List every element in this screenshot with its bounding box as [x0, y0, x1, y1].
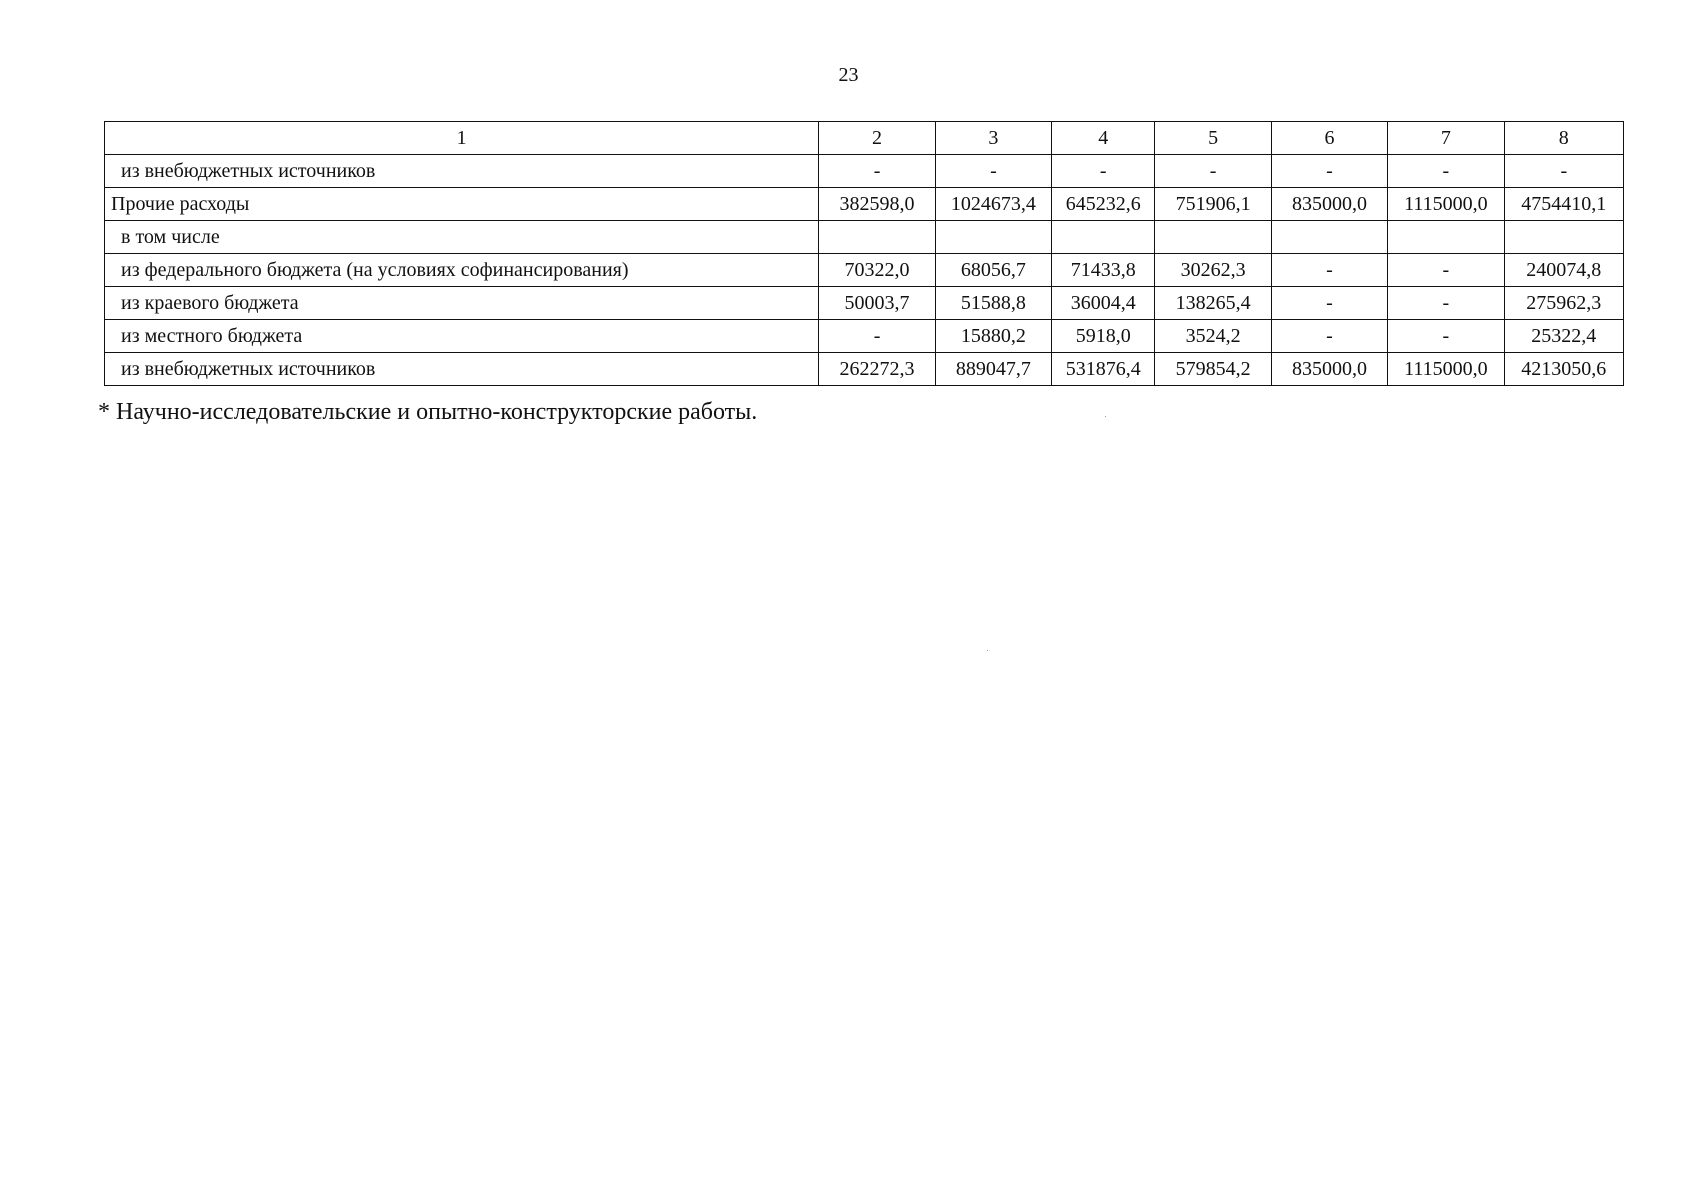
column-number: 7	[1388, 122, 1504, 155]
table-row	[105, 188, 1624, 221]
value-cell: 382598,0	[819, 188, 935, 221]
row-label: из внебюджетных источников	[105, 155, 819, 188]
value-cell: 50003,7	[819, 287, 935, 320]
value-cell: -	[1388, 287, 1504, 320]
row-label: из внебюджетных источников	[105, 353, 819, 386]
value-cell: 835000,0	[1271, 353, 1387, 386]
value-cell: 889047,7	[935, 353, 1051, 386]
value-cell: -	[1504, 155, 1623, 188]
row-label: из местного бюджета	[105, 320, 819, 353]
value-cell	[935, 221, 1051, 254]
column-number: 4	[1052, 122, 1155, 155]
value-cell: -	[1271, 287, 1387, 320]
value-cell	[1155, 221, 1271, 254]
table-row	[105, 320, 1624, 353]
value-cell: 51588,8	[935, 287, 1051, 320]
value-cell: 262272,3	[819, 353, 935, 386]
value-cell	[1504, 221, 1623, 254]
table-row	[105, 221, 1624, 254]
value-cell: 25322,4	[1504, 320, 1623, 353]
value-cell: -	[1388, 155, 1504, 188]
table-row	[105, 287, 1624, 320]
value-cell: 4213050,6	[1504, 353, 1623, 386]
scan-speck	[1105, 416, 1106, 417]
value-cell: 70322,0	[819, 254, 935, 287]
table-row	[105, 155, 1624, 188]
page-number: 23	[838, 64, 859, 86]
value-cell	[1388, 221, 1504, 254]
value-cell: 30262,3	[1155, 254, 1271, 287]
value-cell: 15880,2	[935, 320, 1051, 353]
value-cell: -	[1052, 155, 1155, 188]
column-number: 2	[819, 122, 935, 155]
table-row	[105, 254, 1624, 287]
scan-speck	[987, 650, 988, 651]
column-number: 6	[1271, 122, 1387, 155]
table-row	[105, 353, 1624, 386]
value-cell: -	[819, 320, 935, 353]
value-cell: 579854,2	[1155, 353, 1271, 386]
value-cell: -	[1388, 320, 1504, 353]
value-cell	[1271, 221, 1387, 254]
value-cell: 1115000,0	[1388, 188, 1504, 221]
column-number: 1	[105, 122, 819, 155]
column-number: 3	[935, 122, 1051, 155]
value-cell: 4754410,1	[1504, 188, 1623, 221]
value-cell: 275962,3	[1504, 287, 1623, 320]
value-cell: -	[1388, 254, 1504, 287]
value-cell: 1024673,4	[935, 188, 1051, 221]
value-cell: 645232,6	[1052, 188, 1155, 221]
value-cell: -	[1271, 155, 1387, 188]
value-cell: 3524,2	[1155, 320, 1271, 353]
value-cell: -	[819, 155, 935, 188]
column-number-row	[105, 122, 1624, 155]
row-label: Прочие расходы	[105, 188, 819, 221]
value-cell: 751906,1	[1155, 188, 1271, 221]
column-number: 8	[1504, 122, 1623, 155]
value-cell: 36004,4	[1052, 287, 1155, 320]
row-label: из краевого бюджета	[105, 287, 819, 320]
value-cell: -	[1155, 155, 1271, 188]
value-cell: -	[1271, 254, 1387, 287]
value-cell: -	[935, 155, 1051, 188]
value-cell: 1115000,0	[1388, 353, 1504, 386]
value-cell: 531876,4	[1052, 353, 1155, 386]
value-cell: 5918,0	[1052, 320, 1155, 353]
value-cell	[1052, 221, 1155, 254]
value-cell: 71433,8	[1052, 254, 1155, 287]
budget-table	[104, 121, 1624, 386]
row-label: из федерального бюджета (на условиях софинансирования)	[105, 254, 819, 287]
value-cell: -	[1271, 320, 1387, 353]
row-label: в том числе	[105, 221, 819, 254]
value-cell: 68056,7	[935, 254, 1051, 287]
value-cell: 138265,4	[1155, 287, 1271, 320]
footnote: * Научно-исследовательские и опытно-конструкторские работы.	[98, 399, 758, 425]
value-cell: 240074,8	[1504, 254, 1623, 287]
value-cell: 835000,0	[1271, 188, 1387, 221]
column-number: 5	[1155, 122, 1271, 155]
value-cell	[819, 221, 935, 254]
